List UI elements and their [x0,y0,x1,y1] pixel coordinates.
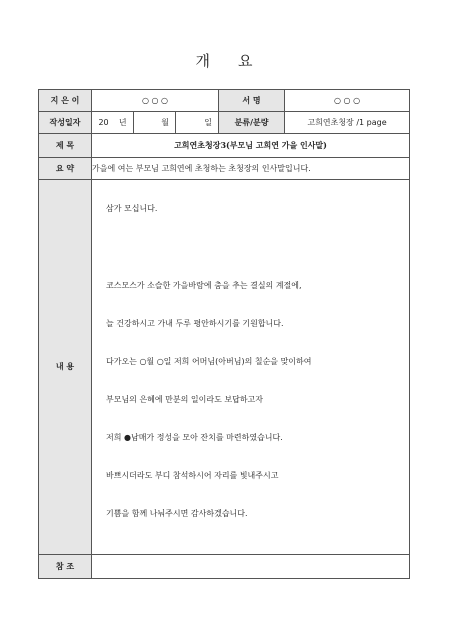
date-month-unit: 월 [134,112,176,134]
subject-row [39,134,410,158]
overview-table [38,89,410,579]
title-char-1: 개 [195,52,212,70]
date-year-unit: 년 [118,117,127,127]
content-line: 다가오는 ○월 ○일 저희 어머님(아버님)의 칠순을 맞이하여 [106,357,312,366]
content-line: 코스모스가 소슬한 가을바람에 춤을 추는 결실의 계절에, [106,281,302,290]
title-char-2: 요 [238,52,255,70]
reference-value [92,555,410,579]
summary-value: 가을에 여는 부모님 고희연에 초청하는 초청장의 인사말입니다. [92,158,410,180]
date-year-cell [92,112,134,134]
category-label: 분류/분량 [219,112,285,134]
subject-value: 고희연초청장3(부모님 고희연 가을 인사말) [92,134,410,158]
author-value: ○ ○ ○ [92,90,219,112]
author-label: 지 은 이 [39,90,92,112]
document-title [0,50,450,71]
content-line: 부모님의 은혜에 만분의 일이라도 보답하고자 [106,395,264,404]
date-row [39,112,410,134]
subject-label: 제 목 [39,134,92,158]
reference-row [39,555,410,579]
content-line: 기쁨을 함께 나눠주시면 감사하겠습니다. [106,509,248,518]
reference-label: 참 조 [39,555,92,579]
date-day-unit: 일 [176,112,219,134]
category-value: 고희연초청장 /1 page [285,112,410,134]
date-label: 작성일자 [39,112,92,134]
signature-label: 서 명 [219,90,285,112]
content-label: 내 용 [39,180,92,555]
author-row [39,90,410,112]
signature-value: ○ ○ ○ [285,90,410,112]
content-line: 늘 건강하시고 가내 두루 평안하시기를 기원합니다. [106,319,284,328]
content-row [39,180,410,555]
content-line: 저희 ●남매가 정성을 모아 잔치를 마련하였습니다. [106,433,283,442]
summary-label: 요 약 [39,158,92,180]
content-cell [92,180,410,555]
date-year: 20 [98,117,109,127]
content-line: 삼가 모십니다. [106,204,158,213]
summary-row [39,158,410,180]
content-line: 바쁘시더라도 부디 참석하시어 자리를 빛내주시고 [106,471,279,480]
